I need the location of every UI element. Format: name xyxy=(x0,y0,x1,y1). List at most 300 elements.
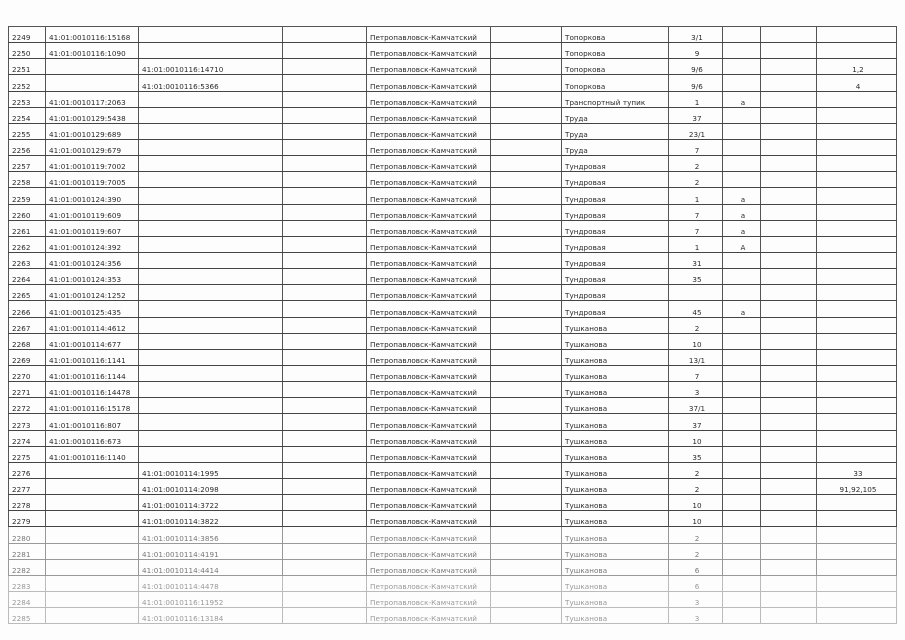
street-cell: Тушканова xyxy=(562,446,669,462)
room-cadastral-number-cell xyxy=(139,220,283,236)
empty-cell xyxy=(283,414,367,430)
house-letter-cell xyxy=(723,156,761,172)
house-number-cell: 2 xyxy=(669,543,723,559)
empty-cell xyxy=(283,301,367,317)
empty-cell xyxy=(491,575,562,591)
row-number-cell: 2277 xyxy=(9,478,46,494)
city-cell: Петропавловск-Камчатский xyxy=(367,608,491,624)
city-cell: Петропавловск-Камчатский xyxy=(367,478,491,494)
street-cell: Тушканова xyxy=(562,430,669,446)
room-cadastral-number-cell xyxy=(139,398,283,414)
table-row xyxy=(9,91,897,107)
cadastral-number-cell: 41:01:0010116:1144 xyxy=(46,365,139,381)
apartment-number-cell xyxy=(817,188,897,204)
table-row xyxy=(9,172,897,188)
row-number-cell: 2255 xyxy=(9,123,46,139)
apartment-number-cell xyxy=(817,527,897,543)
house-number-cell: 2 xyxy=(669,527,723,543)
table-row xyxy=(9,495,897,511)
street-cell: Тушканова xyxy=(562,527,669,543)
room-cadastral-number-cell xyxy=(139,204,283,220)
row-number-cell: 2250 xyxy=(9,43,46,59)
empty-cell xyxy=(283,317,367,333)
row-number-cell: 2281 xyxy=(9,543,46,559)
house-number-cell: 10 xyxy=(669,511,723,527)
room-cadastral-number-cell xyxy=(139,139,283,155)
row-number-cell: 2278 xyxy=(9,495,46,511)
empty-cell xyxy=(761,123,817,139)
house-number-cell: 3 xyxy=(669,608,723,624)
room-cadastral-number-cell xyxy=(139,317,283,333)
room-cadastral-number-cell xyxy=(139,382,283,398)
house-number-cell: 7 xyxy=(669,220,723,236)
table-row xyxy=(9,608,897,624)
row-number-cell: 2257 xyxy=(9,156,46,172)
row-number-cell: 2258 xyxy=(9,172,46,188)
empty-cell xyxy=(283,398,367,414)
empty-cell xyxy=(761,75,817,91)
house-number-cell: 2 xyxy=(669,478,723,494)
empty-cell xyxy=(761,591,817,607)
cadastral-number-cell: 41:01:0010116:673 xyxy=(46,430,139,446)
apartment-number-cell xyxy=(817,139,897,155)
house-number-cell: 23/1 xyxy=(669,123,723,139)
cadastral-number-cell xyxy=(46,608,139,624)
street-cell: Тушканова xyxy=(562,543,669,559)
house-number-cell: 13/1 xyxy=(669,349,723,365)
room-cadastral-number-cell xyxy=(139,107,283,123)
room-cadastral-number-cell: 41:01:0010114:2098 xyxy=(139,478,283,494)
house-letter-cell xyxy=(723,349,761,365)
empty-cell xyxy=(283,478,367,494)
table-row xyxy=(9,365,897,381)
table-row xyxy=(9,478,897,494)
house-number-cell: 9/6 xyxy=(669,59,723,75)
empty-cell xyxy=(761,575,817,591)
empty-cell xyxy=(283,559,367,575)
empty-cell xyxy=(491,156,562,172)
cadastral-number-cell xyxy=(46,559,139,575)
cadastral-number-cell xyxy=(46,591,139,607)
city-cell: Петропавловск-Камчатский xyxy=(367,349,491,365)
city-cell: Петропавловск-Камчатский xyxy=(367,75,491,91)
empty-cell xyxy=(761,365,817,381)
room-cadastral-number-cell: 41:01:0010114:3822 xyxy=(139,511,283,527)
house-number-cell: 1 xyxy=(669,236,723,252)
room-cadastral-number-cell: 41:01:0010114:3856 xyxy=(139,527,283,543)
house-number-cell: 10 xyxy=(669,333,723,349)
street-cell: Труда xyxy=(562,139,669,155)
register-table xyxy=(8,26,897,624)
empty-cell xyxy=(761,220,817,236)
room-cadastral-number-cell xyxy=(139,446,283,462)
empty-cell xyxy=(761,398,817,414)
empty-cell xyxy=(761,349,817,365)
city-cell: Петропавловск-Камчатский xyxy=(367,236,491,252)
empty-cell xyxy=(761,204,817,220)
cadastral-number-cell: 41:01:0010114:677 xyxy=(46,333,139,349)
empty-cell xyxy=(283,43,367,59)
city-cell: Петропавловск-Камчатский xyxy=(367,543,491,559)
house-letter-cell xyxy=(723,365,761,381)
city-cell: Петропавловск-Камчатский xyxy=(367,285,491,301)
city-cell: Петропавловск-Камчатский xyxy=(367,172,491,188)
row-number-cell: 2282 xyxy=(9,559,46,575)
cadastral-number-cell: 41:01:0010116:807 xyxy=(46,414,139,430)
city-cell: Петропавловск-Камчатский xyxy=(367,156,491,172)
house-number-cell: 2 xyxy=(669,462,723,478)
house-letter-cell: а xyxy=(723,188,761,204)
cadastral-number-cell xyxy=(46,575,139,591)
empty-cell xyxy=(283,139,367,155)
apartment-number-cell xyxy=(817,430,897,446)
empty-cell xyxy=(761,156,817,172)
empty-cell xyxy=(761,511,817,527)
empty-cell xyxy=(491,172,562,188)
empty-cell xyxy=(761,269,817,285)
house-letter-cell xyxy=(723,398,761,414)
table-row xyxy=(9,220,897,236)
house-number-cell: 37 xyxy=(669,414,723,430)
cadastral-number-cell: 41:01:0010116:15178 xyxy=(46,398,139,414)
city-cell: Петропавловск-Камчатский xyxy=(367,252,491,268)
empty-cell xyxy=(283,27,367,43)
table-row xyxy=(9,317,897,333)
house-letter-cell xyxy=(723,478,761,494)
street-cell: Тушканова xyxy=(562,382,669,398)
house-number-cell: 3/1 xyxy=(669,27,723,43)
apartment-number-cell xyxy=(817,27,897,43)
table-row xyxy=(9,559,897,575)
house-letter-cell xyxy=(723,495,761,511)
empty-cell xyxy=(491,123,562,139)
house-number-cell: 45 xyxy=(669,301,723,317)
apartment-number-cell xyxy=(817,511,897,527)
house-letter-cell xyxy=(723,382,761,398)
empty-cell xyxy=(491,301,562,317)
row-number-cell: 2275 xyxy=(9,446,46,462)
room-cadastral-number-cell xyxy=(139,285,283,301)
city-cell: Петропавловск-Камчатский xyxy=(367,495,491,511)
house-letter-cell xyxy=(723,333,761,349)
house-number-cell: 6 xyxy=(669,575,723,591)
cadastral-number-cell: 41:01:0010125:435 xyxy=(46,301,139,317)
empty-cell xyxy=(761,543,817,559)
row-number-cell: 2259 xyxy=(9,188,46,204)
room-cadastral-number-cell: 41:01:0010114:4191 xyxy=(139,543,283,559)
room-cadastral-number-cell xyxy=(139,252,283,268)
house-letter-cell xyxy=(723,269,761,285)
city-cell: Петропавловск-Камчатский xyxy=(367,123,491,139)
room-cadastral-number-cell xyxy=(139,156,283,172)
empty-cell xyxy=(283,269,367,285)
cadastral-number-cell xyxy=(46,462,139,478)
house-number-cell: 9/6 xyxy=(669,75,723,91)
apartment-number-cell xyxy=(817,365,897,381)
city-cell: Петропавловск-Камчатский xyxy=(367,220,491,236)
house-number-cell: 10 xyxy=(669,495,723,511)
empty-cell xyxy=(283,591,367,607)
room-cadastral-number-cell: 41:01:0010114:4478 xyxy=(139,575,283,591)
empty-cell xyxy=(761,559,817,575)
house-letter-cell xyxy=(723,559,761,575)
empty-cell xyxy=(491,446,562,462)
city-cell: Петропавловск-Камчатский xyxy=(367,301,491,317)
empty-cell xyxy=(283,495,367,511)
apartment-number-cell xyxy=(817,123,897,139)
apartment-number-cell xyxy=(817,269,897,285)
street-cell: Тушканова xyxy=(562,349,669,365)
house-number-cell: 35 xyxy=(669,446,723,462)
empty-cell xyxy=(491,269,562,285)
table-row xyxy=(9,107,897,123)
house-letter-cell xyxy=(723,575,761,591)
row-number-cell: 2254 xyxy=(9,107,46,123)
cadastral-number-cell: 41:01:0010119:607 xyxy=(46,220,139,236)
empty-cell xyxy=(283,365,367,381)
cadastral-number-cell: 41:01:0010124:390 xyxy=(46,188,139,204)
empty-cell xyxy=(491,27,562,43)
house-letter-cell xyxy=(723,591,761,607)
empty-cell xyxy=(283,59,367,75)
cadastral-number-cell: 41:01:0010116:15168 xyxy=(46,27,139,43)
room-cadastral-number-cell xyxy=(139,333,283,349)
street-cell: Тушканова xyxy=(562,398,669,414)
empty-cell xyxy=(761,285,817,301)
house-number-cell: 2 xyxy=(669,317,723,333)
empty-cell xyxy=(283,75,367,91)
apartment-number-cell xyxy=(817,236,897,252)
city-cell: Петропавловск-Камчатский xyxy=(367,43,491,59)
house-letter-cell xyxy=(723,43,761,59)
apartment-number-cell xyxy=(817,382,897,398)
table-body xyxy=(9,27,897,624)
house-number-cell: 1 xyxy=(669,91,723,107)
table-row xyxy=(9,43,897,59)
city-cell: Петропавловск-Камчатский xyxy=(367,333,491,349)
empty-cell xyxy=(283,172,367,188)
empty-cell xyxy=(491,511,562,527)
street-cell: Тундровая xyxy=(562,204,669,220)
empty-cell xyxy=(491,75,562,91)
table-row xyxy=(9,543,897,559)
city-cell: Петропавловск-Камчатский xyxy=(367,188,491,204)
empty-cell xyxy=(491,220,562,236)
house-letter-cell xyxy=(723,462,761,478)
city-cell: Петропавловск-Камчатский xyxy=(367,527,491,543)
empty-cell xyxy=(283,91,367,107)
table-row xyxy=(9,252,897,268)
table-row xyxy=(9,204,897,220)
row-number-cell: 2284 xyxy=(9,591,46,607)
empty-cell xyxy=(491,59,562,75)
city-cell: Петропавловск-Камчатский xyxy=(367,559,491,575)
room-cadastral-number-cell xyxy=(139,269,283,285)
apartment-number-cell xyxy=(817,349,897,365)
empty-cell xyxy=(761,107,817,123)
house-letter-cell xyxy=(723,75,761,91)
empty-cell xyxy=(761,188,817,204)
table-row xyxy=(9,269,897,285)
empty-cell xyxy=(761,495,817,511)
house-letter-cell xyxy=(723,317,761,333)
empty-cell xyxy=(491,252,562,268)
table-row xyxy=(9,156,897,172)
house-letter-cell xyxy=(723,285,761,301)
house-number-cell: 10 xyxy=(669,430,723,446)
room-cadastral-number-cell xyxy=(139,414,283,430)
empty-cell xyxy=(491,398,562,414)
house-number-cell: 3 xyxy=(669,591,723,607)
street-cell: Труда xyxy=(562,123,669,139)
row-number-cell: 2273 xyxy=(9,414,46,430)
table-row xyxy=(9,59,897,75)
empty-cell xyxy=(283,204,367,220)
house-letter-cell xyxy=(723,511,761,527)
empty-cell xyxy=(761,139,817,155)
house-letter-cell: а xyxy=(723,220,761,236)
room-cadastral-number-cell xyxy=(139,43,283,59)
house-letter-cell xyxy=(723,527,761,543)
city-cell: Петропавловск-Камчатский xyxy=(367,575,491,591)
room-cadastral-number-cell xyxy=(139,236,283,252)
city-cell: Петропавловск-Камчатский xyxy=(367,91,491,107)
street-cell: Топоркова xyxy=(562,43,669,59)
cadastral-number-cell: 41:01:0010114:4612 xyxy=(46,317,139,333)
cadastral-number-cell: 41:01:0010124:353 xyxy=(46,269,139,285)
empty-cell xyxy=(491,188,562,204)
empty-cell xyxy=(761,172,817,188)
row-number-cell: 2251 xyxy=(9,59,46,75)
street-cell: Тушканова xyxy=(562,414,669,430)
empty-cell xyxy=(761,317,817,333)
row-number-cell: 2252 xyxy=(9,75,46,91)
apartment-number-cell: 1,2 xyxy=(817,59,897,75)
room-cadastral-number-cell: 41:01:0010114:4414 xyxy=(139,559,283,575)
cadastral-number-cell: 41:01:0010119:7002 xyxy=(46,156,139,172)
empty-cell xyxy=(761,236,817,252)
room-cadastral-number-cell xyxy=(139,365,283,381)
empty-cell xyxy=(283,349,367,365)
apartment-number-cell xyxy=(817,172,897,188)
apartment-number-cell xyxy=(817,204,897,220)
row-number-cell: 2264 xyxy=(9,269,46,285)
table-row xyxy=(9,27,897,43)
cadastral-number-cell: 41:01:0010119:609 xyxy=(46,204,139,220)
street-cell: Тушканова xyxy=(562,495,669,511)
empty-cell xyxy=(491,527,562,543)
empty-cell xyxy=(761,252,817,268)
table-row xyxy=(9,511,897,527)
empty-cell xyxy=(283,527,367,543)
cadastral-number-cell: 41:01:0010116:14478 xyxy=(46,382,139,398)
empty-cell xyxy=(761,527,817,543)
street-cell: Тушканова xyxy=(562,511,669,527)
apartment-number-cell xyxy=(817,575,897,591)
street-cell: Тушканова xyxy=(562,591,669,607)
empty-cell xyxy=(761,382,817,398)
cadastral-number-cell xyxy=(46,495,139,511)
cadastral-number-cell: 41:01:0010129:679 xyxy=(46,139,139,155)
empty-cell xyxy=(283,220,367,236)
empty-cell xyxy=(491,91,562,107)
city-cell: Петропавловск-Камчатский xyxy=(367,382,491,398)
apartment-number-cell xyxy=(817,398,897,414)
table-row xyxy=(9,382,897,398)
apartment-number-cell xyxy=(817,43,897,59)
table-row xyxy=(9,301,897,317)
empty-cell xyxy=(283,333,367,349)
empty-cell xyxy=(283,252,367,268)
house-letter-cell xyxy=(723,123,761,139)
empty-cell xyxy=(283,123,367,139)
empty-cell xyxy=(283,462,367,478)
empty-cell xyxy=(761,608,817,624)
street-cell: Топоркова xyxy=(562,59,669,75)
street-cell: Топоркова xyxy=(562,27,669,43)
empty-cell xyxy=(761,59,817,75)
apartment-number-cell xyxy=(817,608,897,624)
cadastral-number-cell: 41:01:0010116:1140 xyxy=(46,446,139,462)
city-cell: Петропавловск-Камчатский xyxy=(367,398,491,414)
row-number-cell: 2274 xyxy=(9,430,46,446)
table-row xyxy=(9,430,897,446)
cadastral-number-cell xyxy=(46,59,139,75)
table-row xyxy=(9,236,897,252)
cadastral-number-cell: 41:01:0010124:356 xyxy=(46,252,139,268)
city-cell: Петропавловск-Камчатский xyxy=(367,365,491,381)
row-number-cell: 2283 xyxy=(9,575,46,591)
apartment-number-cell: 91,92,105 xyxy=(817,478,897,494)
row-number-cell: 2269 xyxy=(9,349,46,365)
house-number-cell xyxy=(669,285,723,301)
cadastral-number-cell: 41:01:0010129:5438 xyxy=(46,107,139,123)
street-cell: Тундровая xyxy=(562,252,669,268)
house-number-cell: 37 xyxy=(669,107,723,123)
row-number-cell: 2280 xyxy=(9,527,46,543)
house-letter-cell xyxy=(723,252,761,268)
house-number-cell: 37/1 xyxy=(669,398,723,414)
cadastral-number-cell: 41:01:0010119:7005 xyxy=(46,172,139,188)
empty-cell xyxy=(491,204,562,220)
room-cadastral-number-cell xyxy=(139,172,283,188)
city-cell: Петропавловск-Камчатский xyxy=(367,462,491,478)
table-row xyxy=(9,462,897,478)
table-row xyxy=(9,285,897,301)
table-row xyxy=(9,414,897,430)
cadastral-number-cell: 41:01:0010129:689 xyxy=(46,123,139,139)
empty-cell xyxy=(283,382,367,398)
apartment-number-cell xyxy=(817,446,897,462)
street-cell: Тушканова xyxy=(562,575,669,591)
room-cadastral-number-cell xyxy=(139,188,283,204)
city-cell: Петропавловск-Камчатский xyxy=(367,511,491,527)
empty-cell xyxy=(491,139,562,155)
house-number-cell: 31 xyxy=(669,252,723,268)
table-row xyxy=(9,575,897,591)
city-cell: Петропавловск-Камчатский xyxy=(367,269,491,285)
empty-cell xyxy=(283,608,367,624)
row-number-cell: 2267 xyxy=(9,317,46,333)
table-row xyxy=(9,398,897,414)
house-number-cell: 35 xyxy=(669,269,723,285)
street-cell: Тундровая xyxy=(562,188,669,204)
cadastral-number-cell: 41:01:0010116:1141 xyxy=(46,349,139,365)
house-letter-cell: А xyxy=(723,236,761,252)
cadastral-number-cell xyxy=(46,511,139,527)
apartment-number-cell xyxy=(817,156,897,172)
house-number-cell: 7 xyxy=(669,204,723,220)
